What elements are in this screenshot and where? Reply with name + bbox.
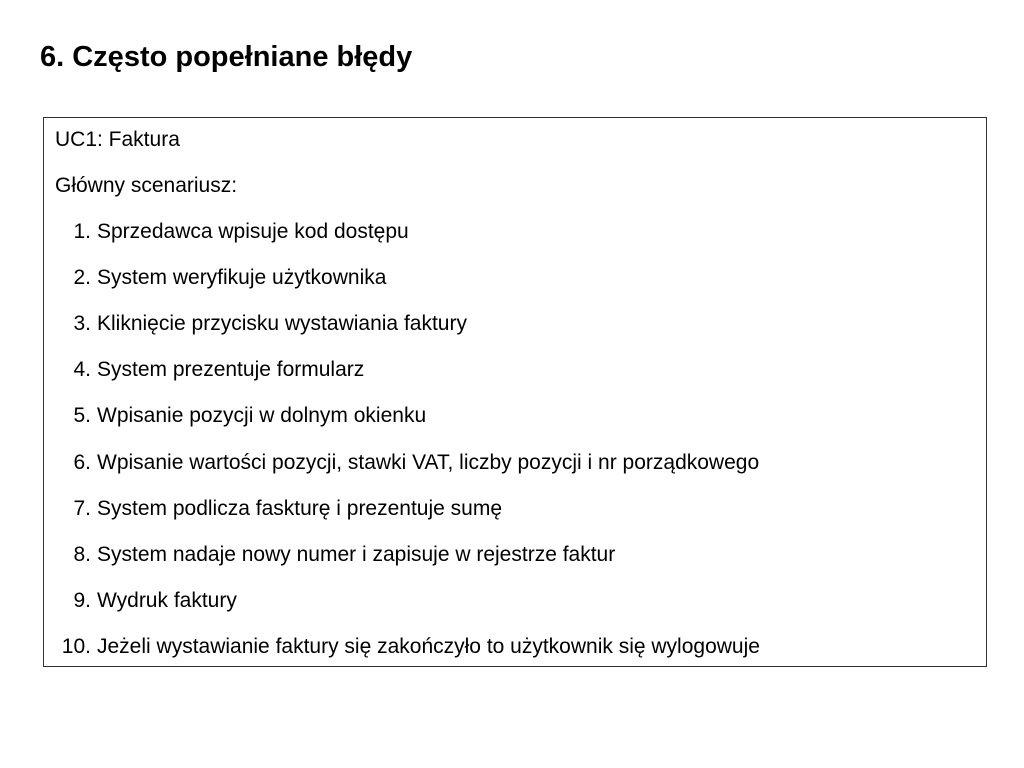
step-text: Sprzedawca wpisuje kod dostępu [97,220,409,243]
step-text: System prezentuje formularz [97,358,365,381]
step-number: 7. [73,497,91,520]
step-text: Wpisanie pozycji w dolnym okienku [97,404,427,427]
use-case-name: UC1: Faktura [55,128,180,151]
scenario-step [55,403,426,429]
step-text: System weryfikuje użytkownika [97,266,387,289]
scenario-step [55,542,615,568]
step-number: 10. [61,635,91,658]
scenario-label: Główny scenariusz: [55,174,238,197]
scenario-step [55,450,759,476]
step-number: 4. [73,358,91,381]
scenario-step [55,588,237,614]
step-text: Wpisanie wartości pozycji, stawki VAT, liczby pozycji i nr porządkowego [97,451,760,474]
use-case-box [43,117,987,667]
step-number: 9. [73,589,91,612]
step-text: Kliknięcie przycisku wystawiania faktury [97,312,467,335]
step-number: 1. [73,220,91,243]
scenario-step [55,634,760,660]
step-text: Wydruk faktury [97,589,237,612]
step-number: 3. [73,312,91,335]
step-number: 5. [73,404,91,427]
scenario-step [55,311,467,337]
step-number: 6. [73,451,91,474]
step-text: System podlicza faskturę i prezentuje sumę [97,497,503,520]
scenario-step [55,265,386,291]
step-text: System nadaje nowy numer i zapisuje w rejestrze faktur [97,543,616,566]
scenario-step [55,357,364,383]
scenario-step [55,219,409,245]
step-number: 8. [73,543,91,566]
step-text: Jeżeli wystawianie faktury się zakończyło to użytkownik się wylogowuje [97,635,760,658]
page-title: 6. Często popełniane błędy [40,41,413,73]
step-number: 2. [73,266,91,289]
scenario-step [55,496,502,522]
